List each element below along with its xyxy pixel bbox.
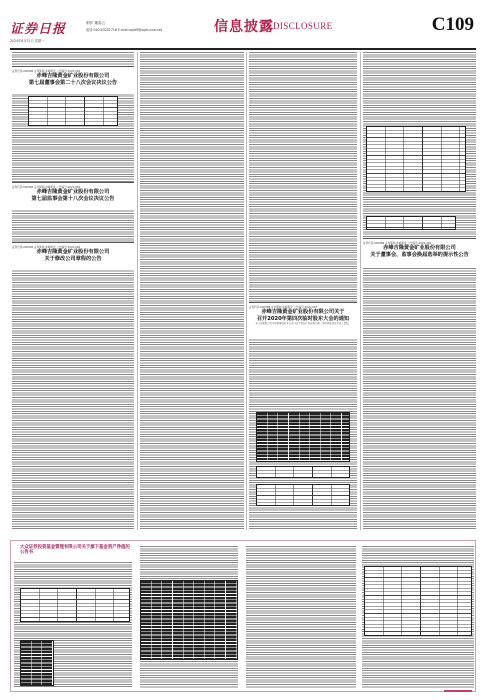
fund-info-table: [20, 588, 130, 622]
prospectus-title: 大众证券投资基金管理有限公司关于旗下基金资产净值的公告书: [20, 545, 130, 555]
announcement-title: 第七届监事会第十八次会议决议公告: [31, 195, 115, 202]
announcement-header: [12, 242, 134, 270]
announcement-title: 第七届董事会第二十八次会议决议公告: [28, 79, 118, 86]
announcement-title: 关于修改公司章程的公告: [44, 255, 102, 262]
meeting-info-table: [256, 466, 350, 478]
announcement-header: [249, 302, 357, 338]
editor-line: 制作 董春云: [86, 21, 106, 25]
announcement-company: 赤峰吉隆黄金矿业股份有限公司关于: [261, 309, 345, 315]
column-2-text: [140, 52, 244, 530]
announcement-code: 证券代码:600988 证券简称:赤峰黄金 公告编号:2020-064: [12, 70, 81, 73]
masthead: [10, 14, 476, 48]
announcement-code: 证券代码:600988 证券简称:赤峰黄金 公告编号:2020-066: [12, 246, 81, 249]
voting-table: [366, 126, 466, 192]
header-divider: [10, 48, 476, 50]
section-title-cn: 信息披露: [214, 19, 274, 35]
column-4-text: [363, 52, 476, 530]
prospectus-column-3: [246, 546, 356, 688]
registration-table: [256, 484, 350, 506]
section-title-en: DISCLOSURE: [273, 21, 333, 31]
frame-accent: [444, 690, 472, 692]
announcement-title: 关于董事会、监事会换届选举的提示性公告: [370, 251, 469, 258]
announcement-company: 赤峰吉隆黄金矿业股份有限公司: [36, 189, 110, 195]
column-divider: [360, 52, 361, 530]
contact-line: 电话:010-83251716 E-mail:zqrb9@zqrb.sina.net: [86, 28, 163, 32]
column-divider: [246, 52, 247, 530]
column-divider: [137, 52, 138, 530]
announcement-header: [363, 238, 476, 268]
announcement-code: 证券代码:600988 证券简称:赤峰黄金 公告编号:2020-068: [363, 242, 432, 245]
announcement-header: [12, 66, 134, 94]
page-number: C109: [431, 14, 474, 35]
announcement-code: 证券代码:600988 证券简称:赤峰黄金 公告编号:2020-067: [249, 306, 318, 309]
share-table: [366, 216, 456, 230]
resolution-table: [28, 96, 118, 126]
agenda-table: [256, 412, 350, 462]
fund-code-table: [20, 640, 54, 686]
nav-table: [140, 580, 238, 660]
announcement-code: 证券代码:600988 证券简称:赤峰黄金 公告编号:2020-065: [12, 186, 81, 189]
announcement-title: 召开2020年第四次临时股东大会的通知: [256, 315, 350, 322]
announcement-notice: 本公司董事会及全体董事保证本公告内容不存在任何虚假记载、误导性陈述或者重大遗漏。: [255, 322, 351, 325]
announcement-company: 赤峰吉隆黄金矿业股份有限公司: [36, 73, 110, 79]
newspaper-logo: 证券日报: [10, 22, 67, 37]
announcement-header: [12, 182, 134, 210]
announcement-company: 赤峰吉隆黄金矿业股份有限公司: [36, 249, 110, 255]
product-table: [364, 566, 472, 636]
issue-date: 2020年8月31日 星期一: [10, 39, 45, 43]
announcement-company: 赤峰吉隆黄金矿业股份有限公司: [383, 245, 456, 251]
